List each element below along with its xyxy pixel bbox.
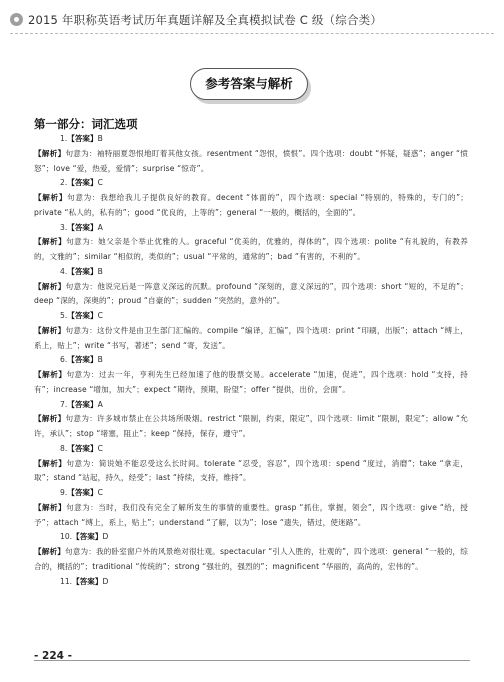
title-plaque xyxy=(190,68,314,108)
answer-line xyxy=(34,221,468,236)
answer-item xyxy=(34,221,468,265)
analysis-tag: 【解析】 xyxy=(34,325,66,335)
answer-item xyxy=(34,398,468,442)
analysis-text xyxy=(34,412,468,442)
question-number: 3. xyxy=(60,222,68,232)
analysis-tag: 【解析】 xyxy=(34,370,67,379)
answer-tag: 【答案】 xyxy=(67,311,98,320)
answer-tag: 【答案】 xyxy=(67,355,98,365)
answer-tag: 【答案】 xyxy=(67,266,98,276)
analysis-body: 句意为：我想给我儿子提供良好的教育。decent “体面的”，四个选项：special “特别的，特殊的，专门的”；private “私人的，私有的”；good “优良的，上等的”；general “一般的，概括的，全面的”。 xyxy=(34,193,468,217)
answer-item xyxy=(34,132,468,176)
page-number: - 224 - xyxy=(34,650,72,662)
answer-tag: 【答案】 xyxy=(67,488,98,497)
answer-line xyxy=(34,176,468,191)
answer-value: B xyxy=(97,134,103,143)
question-number: 10. xyxy=(60,532,73,542)
answer-value: C xyxy=(97,311,103,320)
question-number: 8. xyxy=(60,443,68,453)
analysis-body: 句意为：他说完后是一阵意义深远的沉默。profound “深刻的，意义深远的”，四个选项：short “短的，不足的”；deep “深的，深奥的”；proud “自豪的”；sudden “突然的，意外的”。 xyxy=(34,281,468,306)
answer-value: C xyxy=(97,443,103,453)
analysis-tag: 【解析】 xyxy=(34,281,66,291)
answer-tag: 【答案】 xyxy=(72,532,103,542)
analysis-body: 句意为：袖特丽夏怨恨地盯着其他女孩。resentment “怨恨，愤恨”。四个选项：doubt “怀疑，疑惑”；anger “愤怒”；love “爱，热爱，爱情”；surprise “惊奇”。 xyxy=(34,148,468,173)
answer-tag: 【答案】 xyxy=(67,443,98,453)
answer-tag: 【答案】 xyxy=(67,399,98,409)
analysis-body: 句意为：我的卧室窗户外的风景绝对很壮观。spectacular “引人入胜的，壮观的”，四个选项：general “一般的，综合的，概括的”；traditional “传统的”；strong “强壮的，强烈的”；magnificent “华丽的，高尚的，宏伟的”。 xyxy=(34,547,468,571)
analysis-body: 句意为：她父亲是个举止优雅的人。graceful “优美的，优雅的，得体的”，四个选项：polite “有礼貌的，有教养的，文雅的”；similar “相似的，类似的”；usual “平常的，通常的”；bad “有害的，不利的”。 xyxy=(34,237,468,261)
question-number: 1. xyxy=(60,134,68,143)
question-number: 2. xyxy=(60,178,68,188)
analysis-text xyxy=(34,368,468,398)
header-title: 2015 年职称英语考试历年真题详解及全真模拟试卷 C 级（综合类） xyxy=(28,13,383,27)
answer-line xyxy=(34,309,468,324)
analysis-tag: 【解析】 xyxy=(34,193,68,202)
bullet-circle-icon xyxy=(10,13,23,26)
answer-item xyxy=(34,353,468,397)
analysis-body: 句意为：过去一年，亨利先生已经加速了他的股票交易。accelerate “加速，促进”，四个选项：hold “支持，持有”；increase “增加，加大”；expect “期待，预期，盼望”；offer “提供，出价，会面”。 xyxy=(34,370,468,394)
analysis-body: 句意为：简说她不能忍受这么长时间。tolerate “忍受，容忍”，四个选项：spend “度过，消磨”；take “拿走，取”；stand “站起，持久，经受”；last “持续，支持，维持”。 xyxy=(34,458,468,483)
section-heading: 参考答案与解析 xyxy=(205,76,293,91)
analysis-tag: 【解析】 xyxy=(34,148,66,158)
analysis-text xyxy=(34,457,468,487)
answer-item xyxy=(34,486,468,530)
analysis-text xyxy=(34,235,468,265)
analysis-tag: 【解析】 xyxy=(34,237,67,247)
part-title: 第一部分：词汇选项 xyxy=(34,117,138,131)
answer-item xyxy=(34,575,468,590)
question-number: 7. xyxy=(60,399,68,409)
answer-tag: 【答案】 xyxy=(67,178,98,188)
analysis-body: 句意为：当时，我们没有完全了解所发生的事情的重要性。grasp “抓住，掌握，领会”，四个选项：give “给，授予”；attach “缚上，系上，贴上”；understand “了解，以为”；lose “遗失，错过，使迷路”。 xyxy=(34,502,468,527)
question-number: 6. xyxy=(60,355,68,365)
question-number: 11. xyxy=(60,576,73,586)
answers-list xyxy=(34,132,468,589)
answer-item xyxy=(34,176,468,220)
answer-line xyxy=(34,353,468,368)
answer-tag: 【答案】 xyxy=(72,576,103,586)
question-number: 5. xyxy=(60,311,68,320)
answer-line xyxy=(34,486,468,501)
footer-divider xyxy=(34,660,470,661)
answer-value: B xyxy=(97,266,103,276)
question-number: 9. xyxy=(60,488,68,497)
page-header xyxy=(0,0,504,40)
answer-value: A xyxy=(97,399,103,409)
analysis-body: 句意为：许多城市禁止在公共场所吸烟。restrict “限制，约束，限定”，四个选项：limit “限制，限定”；allow “允许，承认”；stop “堵塞，阻止”；keep “保持，保存，遵守”。 xyxy=(34,414,468,438)
answer-value: D xyxy=(102,532,109,542)
analysis-text xyxy=(34,280,468,310)
answer-value: A xyxy=(97,222,103,232)
analysis-tag: 【解析】 xyxy=(34,414,66,424)
analysis-tag: 【解析】 xyxy=(34,547,65,556)
answer-value: B xyxy=(97,355,103,365)
answer-line xyxy=(34,265,468,280)
answer-line xyxy=(34,442,468,457)
answer-item xyxy=(34,530,468,574)
answer-line xyxy=(34,575,468,590)
answer-line xyxy=(34,398,468,413)
answer-value: D xyxy=(102,576,109,586)
analysis-text xyxy=(34,191,468,221)
answer-item xyxy=(34,309,468,353)
analysis-body: 句意为：这份文件是由卫生部门汇编的。compile “编译，汇编”，四个选项：print “印刷，出版”；attach “缚上，系上，贴上”；write “书写，著述”；send “寄，发送”。 xyxy=(34,325,468,350)
answer-line xyxy=(34,530,468,545)
analysis-text xyxy=(34,324,468,354)
answer-line xyxy=(34,132,468,147)
analysis-text xyxy=(34,147,468,177)
answer-item xyxy=(34,265,468,309)
answer-tag: 【答案】 xyxy=(67,222,98,232)
answer-value: C xyxy=(97,178,103,188)
header-divider xyxy=(10,33,494,34)
analysis-text xyxy=(34,501,468,531)
answer-item xyxy=(34,442,468,486)
analysis-text xyxy=(34,545,468,575)
answer-value: C xyxy=(97,488,103,497)
analysis-tag: 【解析】 xyxy=(34,458,67,468)
question-number: 4. xyxy=(60,266,68,276)
analysis-tag: 【解析】 xyxy=(34,502,67,512)
answer-tag: 【答案】 xyxy=(67,134,98,143)
